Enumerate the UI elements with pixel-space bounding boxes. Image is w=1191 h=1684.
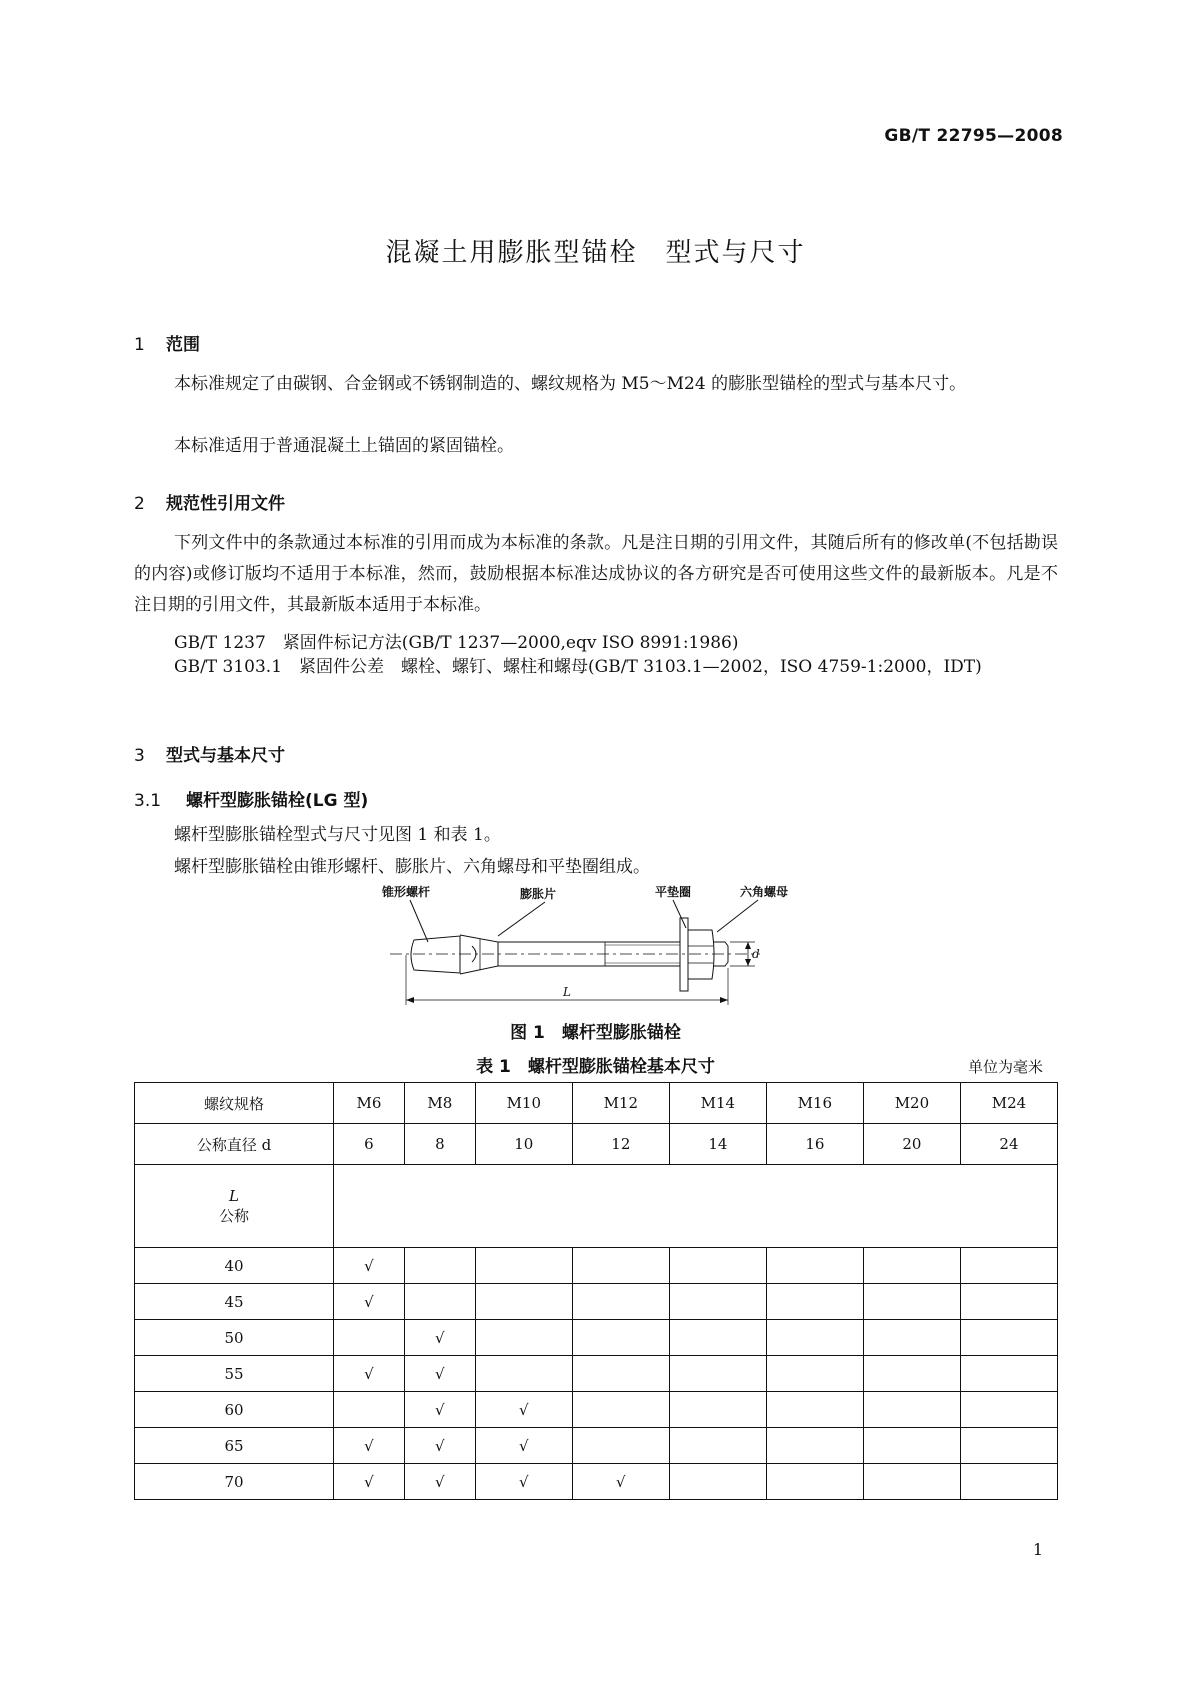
table-unit-note: 单位为毫米 bbox=[967, 1058, 1043, 1076]
length-row bbox=[135, 1248, 1058, 1284]
availability-mark-cell: √ bbox=[404, 1392, 475, 1428]
availability-mark-cell: √ bbox=[334, 1428, 405, 1464]
availability-mark-cell bbox=[572, 1392, 669, 1428]
availability-mark-cell: √ bbox=[334, 1248, 405, 1284]
section-3-heading bbox=[134, 741, 285, 766]
page-number: 1 bbox=[1032, 1540, 1043, 1559]
availability-mark-cell bbox=[960, 1248, 1057, 1284]
section-number: 2 bbox=[134, 494, 145, 514]
availability-mark-cell bbox=[960, 1464, 1057, 1500]
diameter-cell: 12 bbox=[572, 1124, 669, 1165]
reference-1: GB/T 1237 紧固件标记方法(GB/T 1237—2000,eqv ISO 8991:1986) bbox=[174, 633, 739, 653]
availability-mark-cell: √ bbox=[404, 1464, 475, 1500]
thread-spec-cell: M24 bbox=[960, 1083, 1057, 1124]
empty-cell bbox=[334, 1165, 1058, 1248]
availability-mark-cell bbox=[669, 1248, 766, 1284]
availability-mark-cell: √ bbox=[475, 1464, 572, 1500]
label-expansion-sleeve: 膨胀片 bbox=[520, 887, 557, 901]
table-caption: 表 1 螺杆型膨胀锚栓基本尺寸 bbox=[476, 1057, 715, 1077]
availability-mark-cell bbox=[863, 1284, 960, 1320]
thread-spec-cell: M8 bbox=[404, 1083, 475, 1124]
availability-mark-cell bbox=[572, 1356, 669, 1392]
diameter-cell: 16 bbox=[766, 1124, 863, 1165]
length-value-cell: 65 bbox=[135, 1428, 334, 1464]
availability-mark-cell: √ bbox=[572, 1464, 669, 1500]
availability-mark-cell bbox=[669, 1392, 766, 1428]
arrowhead bbox=[406, 997, 414, 1003]
availability-mark-cell bbox=[766, 1356, 863, 1392]
length-row bbox=[135, 1464, 1058, 1500]
availability-mark-cell bbox=[863, 1248, 960, 1284]
availability-mark-cell bbox=[669, 1284, 766, 1320]
section-2-heading bbox=[134, 489, 285, 514]
availability-mark-cell bbox=[863, 1356, 960, 1392]
length-value-cell: 50 bbox=[135, 1320, 334, 1356]
length-header-cell bbox=[135, 1165, 334, 1248]
thread-spec-cell: M14 bbox=[669, 1083, 766, 1124]
availability-mark-cell bbox=[475, 1248, 572, 1284]
row-label bbox=[135, 1124, 334, 1165]
availability-mark-cell bbox=[669, 1320, 766, 1356]
availability-mark-cell bbox=[669, 1356, 766, 1392]
availability-mark-cell bbox=[404, 1248, 475, 1284]
row-label: 螺纹规格 bbox=[135, 1083, 334, 1124]
arrowhead bbox=[745, 942, 751, 949]
anchor-bolt-figure bbox=[380, 880, 820, 1015]
length-symbol: L bbox=[229, 1186, 239, 1205]
section-title: 螺杆型膨胀锚栓(LG 型) bbox=[186, 791, 369, 811]
arrowhead bbox=[745, 959, 751, 966]
dim-label-d: d bbox=[752, 947, 760, 961]
availability-mark-cell: √ bbox=[475, 1392, 572, 1428]
availability-mark-cell bbox=[960, 1428, 1057, 1464]
availability-mark-cell bbox=[475, 1284, 572, 1320]
availability-mark-cell bbox=[960, 1392, 1057, 1428]
label-cone-bolt: 锥形螺杆 bbox=[382, 885, 431, 899]
availability-mark-cell bbox=[766, 1248, 863, 1284]
label-hex-nut: 六角螺母 bbox=[740, 885, 789, 899]
nominal-diameter-row bbox=[135, 1124, 1058, 1165]
dimension-table bbox=[134, 1082, 1058, 1500]
availability-mark-cell bbox=[766, 1392, 863, 1428]
diameter-cell: 14 bbox=[669, 1124, 766, 1165]
cone-head bbox=[411, 936, 460, 973]
expansion-sleeve bbox=[460, 935, 498, 974]
availability-mark-cell bbox=[766, 1464, 863, 1500]
length-row bbox=[135, 1392, 1058, 1428]
section-number: 1 bbox=[134, 335, 145, 355]
row-label-text: 公称直径 d bbox=[196, 1135, 272, 1154]
availability-mark-cell: √ bbox=[334, 1356, 405, 1392]
availability-mark-cell bbox=[766, 1284, 863, 1320]
availability-mark-cell bbox=[960, 1320, 1057, 1356]
length-row bbox=[135, 1284, 1058, 1320]
length-row bbox=[135, 1320, 1058, 1356]
dim-label-L: L bbox=[563, 985, 571, 999]
availability-mark-cell bbox=[572, 1284, 669, 1320]
standard-number: GB/T 22795—2008 bbox=[884, 126, 1063, 146]
availability-mark-cell bbox=[863, 1320, 960, 1356]
availability-mark-cell bbox=[475, 1320, 572, 1356]
section-number: 3 bbox=[134, 746, 145, 766]
thread-spec-cell: M12 bbox=[572, 1083, 669, 1124]
section-title: 规范性引用文件 bbox=[166, 494, 285, 514]
availability-mark-cell bbox=[863, 1392, 960, 1428]
availability-mark-cell bbox=[766, 1320, 863, 1356]
diameter-cell: 10 bbox=[475, 1124, 572, 1165]
availability-mark-cell bbox=[669, 1428, 766, 1464]
section-1-heading bbox=[134, 330, 200, 355]
document-title: 混凝土用膨胀型锚栓 型式与尺寸 bbox=[385, 238, 806, 268]
section-2-paragraph-1: 下列文件中的条款通过本标准的引用而成为本标准的条款。凡是注日期的引用文件，其随后所有的修改单(不包括勘误的内容)或修订版均不适用于本标准，然而，鼓励根据本标准达成协议的各方研究是否可使用这些文件的最新版本。凡是不注日期的引用文件，其最新版本适用于本标准。 bbox=[134, 533, 1058, 615]
length-value-cell: 55 bbox=[135, 1356, 334, 1392]
availability-mark-cell bbox=[960, 1356, 1057, 1392]
availability-mark-cell bbox=[572, 1248, 669, 1284]
length-value-cell: 40 bbox=[135, 1248, 334, 1284]
availability-mark-cell bbox=[334, 1320, 405, 1356]
length-value-cell: 45 bbox=[135, 1284, 334, 1320]
hex-nut bbox=[688, 930, 714, 979]
thread-spec-cell: M6 bbox=[334, 1083, 405, 1124]
thread-spec-row bbox=[135, 1083, 1058, 1124]
diameter-cell: 8 bbox=[404, 1124, 475, 1165]
section-1-paragraph-2: 本标准适用于普通混凝土上锚固的紧固锚栓。 bbox=[174, 436, 514, 456]
availability-mark-cell bbox=[960, 1284, 1057, 1320]
figure-caption: 图 1 螺杆型膨胀锚栓 bbox=[510, 1023, 681, 1043]
length-value-cell: 60 bbox=[135, 1392, 334, 1428]
length-row bbox=[135, 1356, 1058, 1392]
section-1-paragraph-1: 本标准规定了由碳钢、合金钢或不锈钢制造的、螺纹规格为 M5～M24 的膨胀型锚栓的型式与基本尺寸。 bbox=[174, 374, 967, 394]
leader-line bbox=[410, 900, 428, 942]
reference-2: GB/T 3103.1 紧固件公差 螺栓、螺钉、螺柱和螺母(GB/T 3103.1—2002，ISO 4759-1:2000，IDT) bbox=[174, 657, 982, 677]
availability-mark-cell: √ bbox=[404, 1320, 475, 1356]
thread-spec-cell: M16 bbox=[766, 1083, 863, 1124]
thread-spec-cell: M20 bbox=[863, 1083, 960, 1124]
availability-mark-cell: √ bbox=[475, 1428, 572, 1464]
availability-mark-cell bbox=[669, 1464, 766, 1500]
availability-mark-cell bbox=[475, 1356, 572, 1392]
availability-mark-cell bbox=[572, 1320, 669, 1356]
section-3-1-paragraph-2: 螺杆型膨胀锚栓由锥形螺杆、膨胀片、六角螺母和平垫圈组成。 bbox=[174, 857, 650, 877]
availability-mark-cell: √ bbox=[404, 1356, 475, 1392]
section-3-1-paragraph-1: 螺杆型膨胀锚栓型式与尺寸见图 1 和表 1。 bbox=[174, 825, 501, 845]
leader-line bbox=[498, 902, 545, 936]
length-row bbox=[135, 1428, 1058, 1464]
section-3-1-heading bbox=[134, 786, 368, 811]
label-washer: 平垫圈 bbox=[655, 885, 692, 899]
availability-mark-cell bbox=[404, 1284, 475, 1320]
arrowhead bbox=[720, 997, 728, 1003]
availability-mark-cell: √ bbox=[404, 1428, 475, 1464]
availability-mark-cell bbox=[863, 1464, 960, 1500]
availability-mark-cell: √ bbox=[334, 1464, 405, 1500]
section-title: 型式与基本尺寸 bbox=[166, 746, 285, 766]
section-title: 范围 bbox=[166, 335, 200, 355]
diameter-cell: 20 bbox=[863, 1124, 960, 1165]
leader-line bbox=[717, 900, 758, 932]
diameter-cell: 24 bbox=[960, 1124, 1057, 1165]
length-value-cell: 70 bbox=[135, 1464, 334, 1500]
availability-mark-cell bbox=[863, 1428, 960, 1464]
availability-mark-cell bbox=[334, 1392, 405, 1428]
section-number: 3.1 bbox=[134, 791, 162, 811]
availability-mark-cell bbox=[766, 1428, 863, 1464]
flat-washer bbox=[680, 918, 688, 991]
availability-mark-cell bbox=[572, 1428, 669, 1464]
length-header-text: 公称 bbox=[218, 1206, 249, 1225]
thread-spec-cell: M10 bbox=[475, 1083, 572, 1124]
availability-mark-cell: √ bbox=[334, 1284, 405, 1320]
diameter-cell: 6 bbox=[334, 1124, 405, 1165]
length-header-row bbox=[135, 1165, 1058, 1248]
